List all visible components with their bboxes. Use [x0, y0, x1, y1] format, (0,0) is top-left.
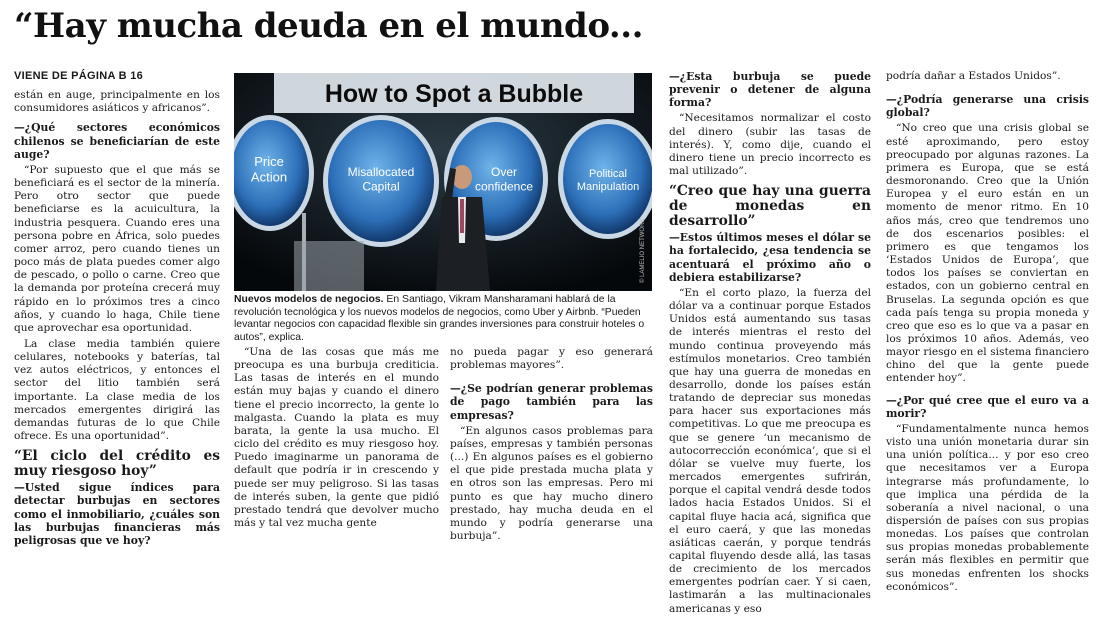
continued-from-kicker: VIENE DE PÁGINA B 16	[14, 70, 144, 82]
column-5	[886, 70, 1089, 597]
paragraph: “En el corto plazo, la fuerza del dólar va a continuar porque Estados Unidos está aumentando sus tasas de interés mientras el resto del mundo continua proveyendo más estímulos monetarios. Creo también que hay una guerra de monedas en desarrollo, donde los países están tratando de depreciar sus monedas para hacer sus exportaciones más competitivas. Lo que me preocupa es que se genere ‘un mecanismo de autocorrección económica’, que si el dólar se vuelve muy fuerte, los mercados emergentes sufrirán, porque el capital vendrá desde todos lados hacia Estados Unidos. Si el capital fluye hacia acá, significa que el euro caerá, y que las monedas asiáticas caerán, y porque tendrás capital fluyendo desde allá, las tasas de crecimiento de los mercados emergentes podrían caer. Y si caen, lastimarán a las multinacionales americanas y eso	[669, 286, 871, 615]
svg-text:PoliticalManipulation: Political Manipulation	[576, 168, 640, 194]
photo-caption	[234, 294, 652, 344]
subheading: “El ciclo del crédito es muy riesgoso hoy”	[14, 448, 220, 480]
bubble	[323, 115, 439, 247]
bubble-slide-image	[234, 73, 652, 291]
question: —¿Se podrían generar problemas de pago también para las empresas?	[450, 382, 653, 422]
column-1	[14, 70, 220, 550]
caption-lead: Nuevos modelos de negocios.	[234, 294, 384, 305]
column-4	[669, 70, 871, 619]
paragraph: “En algunos casos problemas para países, empresas y también personas (...) En algunos países es el gobierno el que pide prestada mucha plata y en otros son las empresas. Pero mi punto es que hay mucho dinero prestado, hay mucha deuda en el mundo y podría generarse una burbuja”.	[450, 424, 653, 543]
svg-text:Overconfidence: Over confidence	[474, 165, 534, 194]
paragraph: están en auge, principalmente en los consumidores asiáticos y africanos”.	[14, 89, 220, 115]
paragraph: no pueda pagar y eso generará problemas mayores”.	[450, 346, 653, 372]
svg-text:PriceAction: Price Action	[250, 154, 288, 185]
question: —Estos últimos meses el dólar se ha fortalecido, ¿esa tendencia se acentuará el próximo año o debiera estabilizarse?	[669, 231, 871, 284]
paragraph: “Necesitamos normalizar el costo del dinero (subir las tasas de interés). Y, como dije, cuando el dinero tiene un precio incorrecto es mal utilizado”.	[669, 112, 871, 178]
slide-title: How to Spot a Bubble	[324, 80, 584, 108]
paragraph: “Una de las cosas que más me preocupa es una burbuja crediticia. Las tasas de interés en el mundo están muy bajas y cuando el dinero tiene el precio incorrecto, la gente lo malgasta. Cuando la plata es muy barata, la gente la usa mucho. El ciclo del crédito es muy riesgoso hoy. Puedo imaginarme un panorama de default que podría ir in crescendo y puede ser muy peligroso. Si las tasas de interés suben, la gente que pidió prestado tendrá que devolver mucho más y tal vez mucha gente	[234, 346, 439, 530]
question: —¿Podría generarse una crisis global?	[886, 93, 1089, 120]
question: —¿Por qué cree que el euro va a morir?	[886, 393, 1089, 420]
paragraph: “Por supuesto que el que más se beneficiará es el sector de la minería. Pero otro sector que puede beneficiarse es la acuicultura, la industria pesquera. Cuando eres una persona pobre en África, solo puedes comer arroz, pero cuando tienes un poco más de plata puedes comer algo de pescado, o pollo o carne. Creo que la demanda por proteína crecerá muy rápido en lo próximos tres a cinco años, y cuando lo haga, Chile tiene que aprovechar esa oportunidad.	[14, 163, 220, 334]
svg-text:MisallocatedCapital: Misallocated Capital	[347, 165, 415, 194]
paragraph: podría dañar a Estados Unidos”.	[886, 70, 1061, 82]
column-2	[234, 346, 439, 533]
article-headline: “Hay mucha deuda en el mundo...	[14, 6, 643, 46]
paragraph: “Fundamentalmente nunca hemos visto una unión monetaria durar sin una unión política... y por eso creo que necesitamos ver a Europa integrarse más profundamente, lo que implica una pérdida de la soberanía a nivel nacional, o una dispersión de países con sus propias monedas. Los países que controlan sus propias monedas probablemente serán más flexibles en permitir que sus monedas enfrenten los shocks económicos”.	[886, 422, 1089, 593]
subheading: “Creo que hay una guerra de monedas en desarrollo”	[669, 183, 871, 230]
column-3	[450, 346, 653, 546]
question: —Usted sigue índices para detectar burbujas en sectores como el inmobiliario, ¿cuáles son las burbujas financieras más peligrosas que ve hoy?	[14, 481, 220, 547]
question: —¿Esta burbuja se puede prevenir o detener de alguna forma?	[669, 70, 871, 110]
article-photo	[234, 73, 652, 291]
photo-credit: © LAMELIO NETWORK	[640, 218, 646, 283]
paragraph: “No creo que una crisis global se esté aproximando, pero estoy preocupado por algunas razones. La primera es Europa, que se está desmoronando. Creo que la Unión Europea y el euro están en un momento de menor ritmo. En 10 años más, creo que tendremos uno de dos escenarios posibles: el primero es que tengamos los ‘Estados Unidos de Europa’, que todos los países se conviertan en estados, con un gobierno central en Bruselas. La segunda opción es que cada país tenga su propia moneda y creo que eso es lo que va a pasar en los próximos 10 años. Además, veo mayor riesgo en el sistema financiero chino del que la gente puede entender hoy”.	[886, 122, 1089, 385]
caption-text: En Santiago, Vikram Mansharamani hablará de la revolución tecnológica y los nuevos modelos de negocios, como Uber y Airbnb. “Pueden levantar negocios con capacidad flexible sin grandes inversiones para construir hoteles o autos”, explica.	[234, 294, 645, 343]
paragraph: La clase media también quiere celulares, notebooks y baterías, tal vez autos eléctricos, y entonces el sector del litio también será importante. La clase media de los mercados emergentes dirigirá las demandas futuras de lo que Chile ofrece. Es una oportunidad”.	[14, 337, 220, 443]
question: —¿Qué sectores económicos chilenos se beneficiarían de este auge?	[14, 121, 220, 161]
